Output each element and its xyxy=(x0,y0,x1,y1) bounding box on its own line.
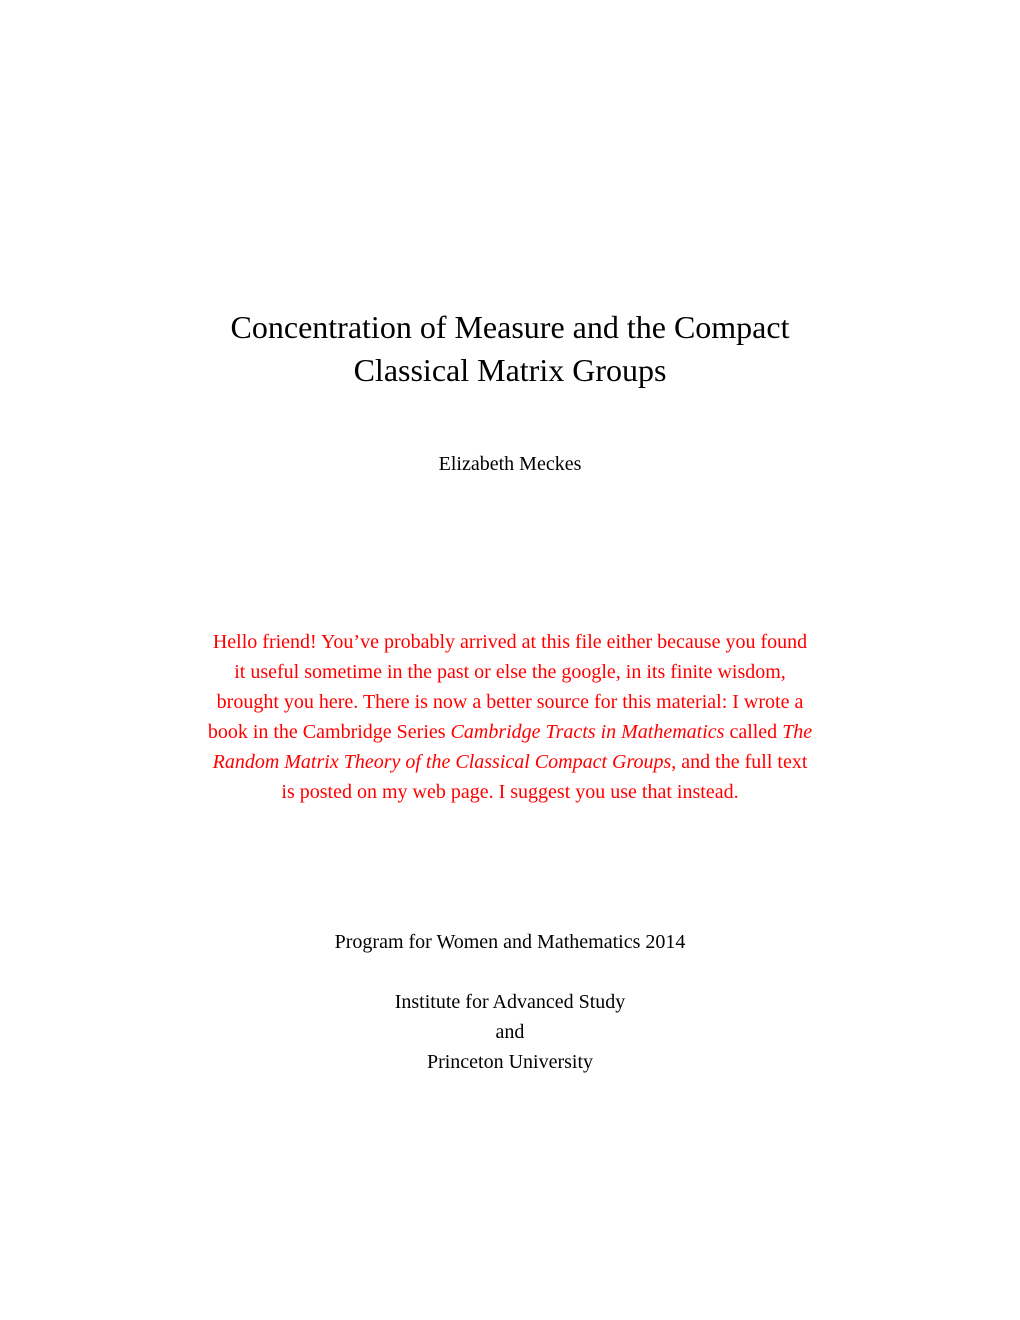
notice-text: called xyxy=(724,721,783,743)
notice-text: book in the Cambridge Series xyxy=(207,721,451,743)
document-title xyxy=(0,306,1020,392)
notice-line-2: it useful sometime in the past or else the google, in its finite wisdom, xyxy=(234,661,786,683)
series-title: Cambridge Tracts in Mathematics xyxy=(450,721,725,743)
notice-paragraph xyxy=(140,627,880,807)
book-title-start: The xyxy=(782,721,813,743)
institution-2: Princeton University xyxy=(426,1051,594,1073)
notice-line-3: brought you here. There is now a better source for this material: I wrote a xyxy=(216,691,804,713)
notice-text: , and the full text xyxy=(671,751,808,773)
affiliation xyxy=(0,987,1020,1077)
title-line-2: Classical Matrix Groups xyxy=(353,352,667,388)
program-name: Program for Women and Mathematics 2014 xyxy=(334,931,686,953)
title-line-1: Concentration of Measure and the Compact xyxy=(230,309,790,345)
author-name: Elizabeth Meckes xyxy=(438,453,582,475)
notice-line-5 xyxy=(140,747,880,777)
institution-1: Institute for Advanced Study xyxy=(394,991,626,1013)
notice-line-4 xyxy=(140,717,880,747)
notice-line-6: is posted on my web page. I suggest you use that instead. xyxy=(281,781,739,803)
book-title-end: Random Matrix Theory of the Classical Compact Groups xyxy=(212,751,672,773)
notice-line-1: Hello friend! You’ve probably arrived at this file either because you found xyxy=(212,631,808,653)
conjunction: and xyxy=(495,1021,525,1043)
